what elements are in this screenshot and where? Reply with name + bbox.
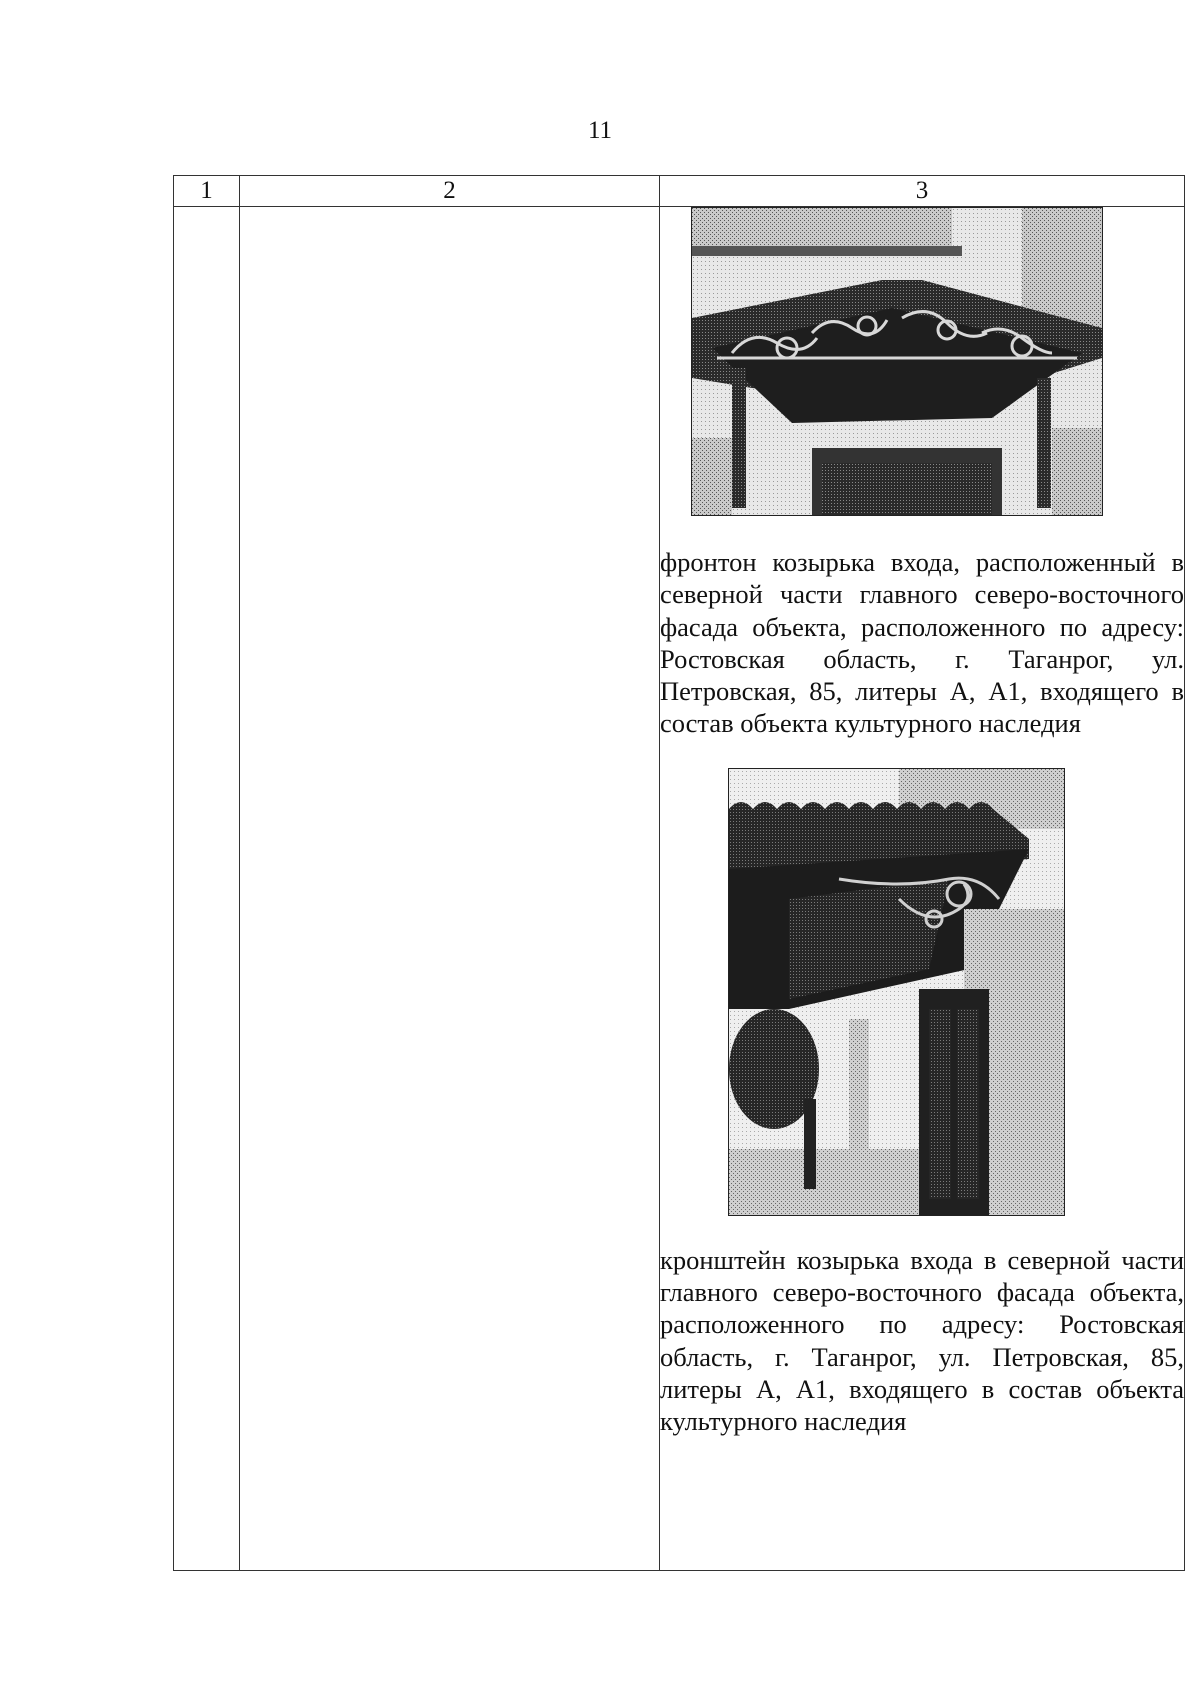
table-row — [174, 207, 1185, 1571]
table-cell-col-2 — [240, 207, 660, 1571]
photo-caption: кронштейн козырька входа в северной части главного северо-восточного фасада объекта, расположенного по адресу: Ростовская область, г. Таганрог, ул. Петровская, 85, литеры А, А1, входящего в состав объекта культурного наследия — [660, 1244, 1184, 1437]
table-header-row — [174, 176, 1185, 207]
table-cell-col-1 — [174, 207, 240, 1571]
page-number: 11 — [587, 117, 613, 144]
entrance-canopy-gable-photo — [691, 207, 1103, 516]
table-header-col-3: 3 — [660, 176, 1185, 207]
photo-caption: фронтон козырька входа, расположенный в северной части главного северо-восточного фасада объекта, расположенного по адресу: Ростовская область, г. Таганрог, ул. Петровская, 85, литеры А, А1, входящего в состав объекта культурного наследия — [660, 547, 1184, 739]
table-cell-col-3 — [660, 207, 1185, 1571]
entrance-canopy-bracket-photo — [728, 768, 1065, 1216]
heritage-items-table — [173, 175, 1185, 1571]
table-header-col-1: 1 — [174, 176, 240, 207]
table-header-col-2: 2 — [240, 176, 660, 207]
